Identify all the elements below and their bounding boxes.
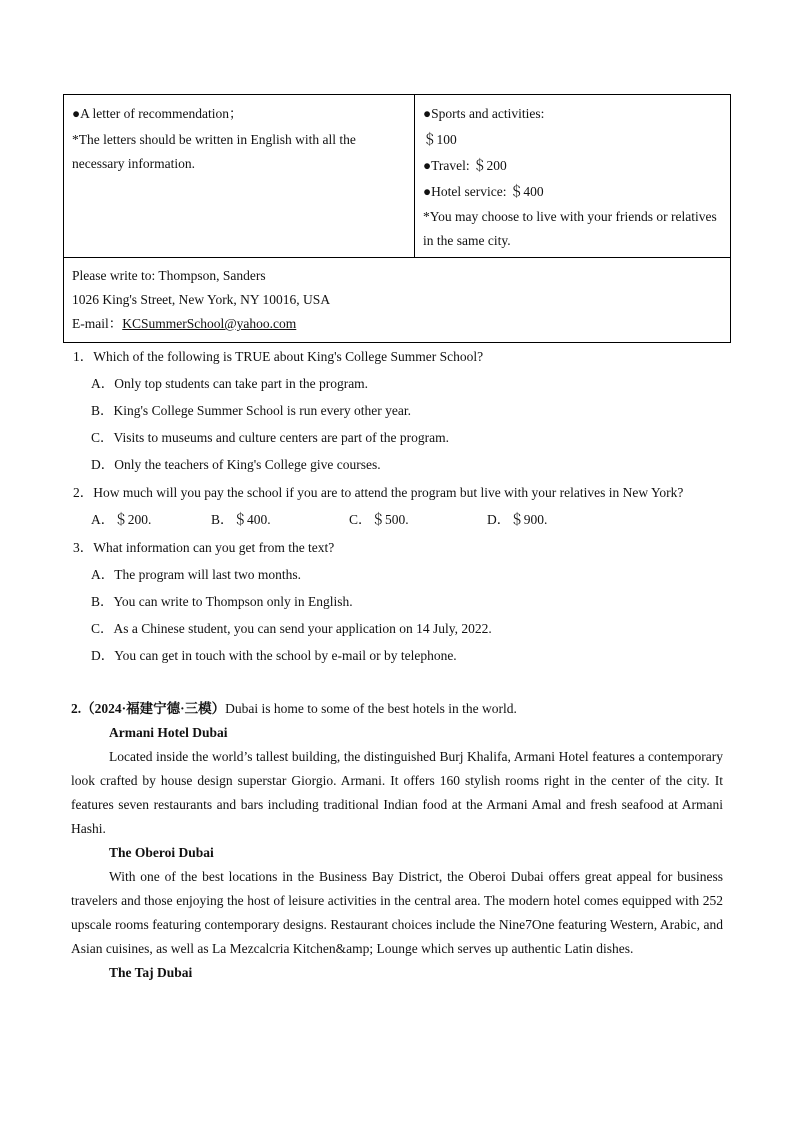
answer-option[interactable]: A．Only top students can take part in the program. bbox=[91, 376, 369, 391]
question-stem: 2．How much will you pay the school if you are to attend the program but live with your relatives in New York? bbox=[73, 485, 684, 500]
requirement-note: *The letters should be written in English with all the necessary information. bbox=[72, 132, 356, 171]
fees-cell bbox=[415, 95, 731, 258]
address-line: 1026 King's Street, New York, NY 10016, USA bbox=[72, 292, 331, 307]
section-title: The Taj Dubai bbox=[109, 965, 193, 980]
answer-option[interactable]: B．You can write to Thompson only in English. bbox=[91, 594, 353, 609]
program-info-table bbox=[63, 94, 731, 343]
answer-option[interactable]: D．＄900. bbox=[487, 512, 548, 527]
answer-option[interactable]: D．You can get in touch with the school by e-mail or by telephone. bbox=[91, 648, 457, 663]
answer-option[interactable]: B．King's College Summer School is run every other year. bbox=[91, 403, 412, 418]
table-row bbox=[64, 95, 731, 258]
email-link[interactable]: KCSummerSchool@yahoo.com bbox=[122, 316, 297, 331]
address-cell bbox=[64, 258, 731, 343]
answer-option[interactable]: C．As a Chinese student, you can send your application on 14 July, 2022. bbox=[91, 621, 492, 636]
section-title: Armani Hotel Dubai bbox=[109, 725, 228, 740]
fee-item: ●Hotel service: ＄400 bbox=[423, 184, 544, 199]
answer-option[interactable]: A．＄200. bbox=[91, 512, 152, 527]
address-line: Please write to: Thompson, Sanders bbox=[72, 268, 266, 283]
answer-option[interactable]: D．Only the teachers of King's College give courses. bbox=[91, 457, 381, 472]
section-title: The Oberoi Dubai bbox=[109, 845, 214, 860]
answer-option[interactable]: C．Visits to museums and culture centers are part of the program. bbox=[91, 430, 449, 445]
table-row bbox=[64, 258, 731, 343]
fee-item: ●Travel: ＄200 bbox=[423, 158, 507, 173]
passage-intro: Dubai is home to some of the best hotels in the world. bbox=[225, 701, 517, 716]
answer-option[interactable]: C．＄500. bbox=[349, 512, 409, 527]
fee-item: ●Sports and activities: bbox=[423, 106, 545, 121]
email-line bbox=[72, 312, 723, 336]
section-body: With one of the best locations in the Business Bay District, the Oberoi Dubai offers great appeal for business travelers and those enjoying the host of leisure activities in the central area. The modern hotel comes equipped with 252 upscale rooms featuring contemporary designs. Restaurant choices include the Nine7One featuring Western, Arabic, and Asian cuisines, as well as La Mezcalcria Kitchen&amp; Lounge which serves up authentic Latin dishes. bbox=[71, 869, 723, 956]
passage-source: 2.（2024·福建宁德·三模） bbox=[71, 701, 226, 716]
requirement-item: ●A letter of recommendation； bbox=[72, 106, 243, 121]
question-stem: 1．Which of the following is TRUE about King's College Summer School? bbox=[73, 349, 484, 364]
question-stem: 3．What information can you get from the text? bbox=[73, 540, 335, 555]
email-label: E-mail： bbox=[72, 316, 123, 331]
answer-option[interactable]: B．＄400. bbox=[211, 512, 271, 527]
fee-note: *You may choose to live with your friends or relatives in the same city. bbox=[423, 209, 717, 248]
section-body: Located inside the world’s tallest building, the distinguished Burj Khalifa, Armani Hotel features a contemporary look crafted by house design superstar Giorgio. Armani. It offers 160 stylish rooms right in the center of the city. It features seven restaurants and bars including traditional Indian food at the Armani Amal and fresh seafood at Armani Hashi. bbox=[71, 749, 723, 836]
fee-value: ＄100 bbox=[423, 132, 457, 147]
reading-passage bbox=[71, 697, 723, 985]
passage-heading bbox=[71, 697, 723, 721]
answer-option[interactable]: A．The program will last two months. bbox=[91, 567, 301, 582]
requirements-cell bbox=[64, 95, 415, 258]
